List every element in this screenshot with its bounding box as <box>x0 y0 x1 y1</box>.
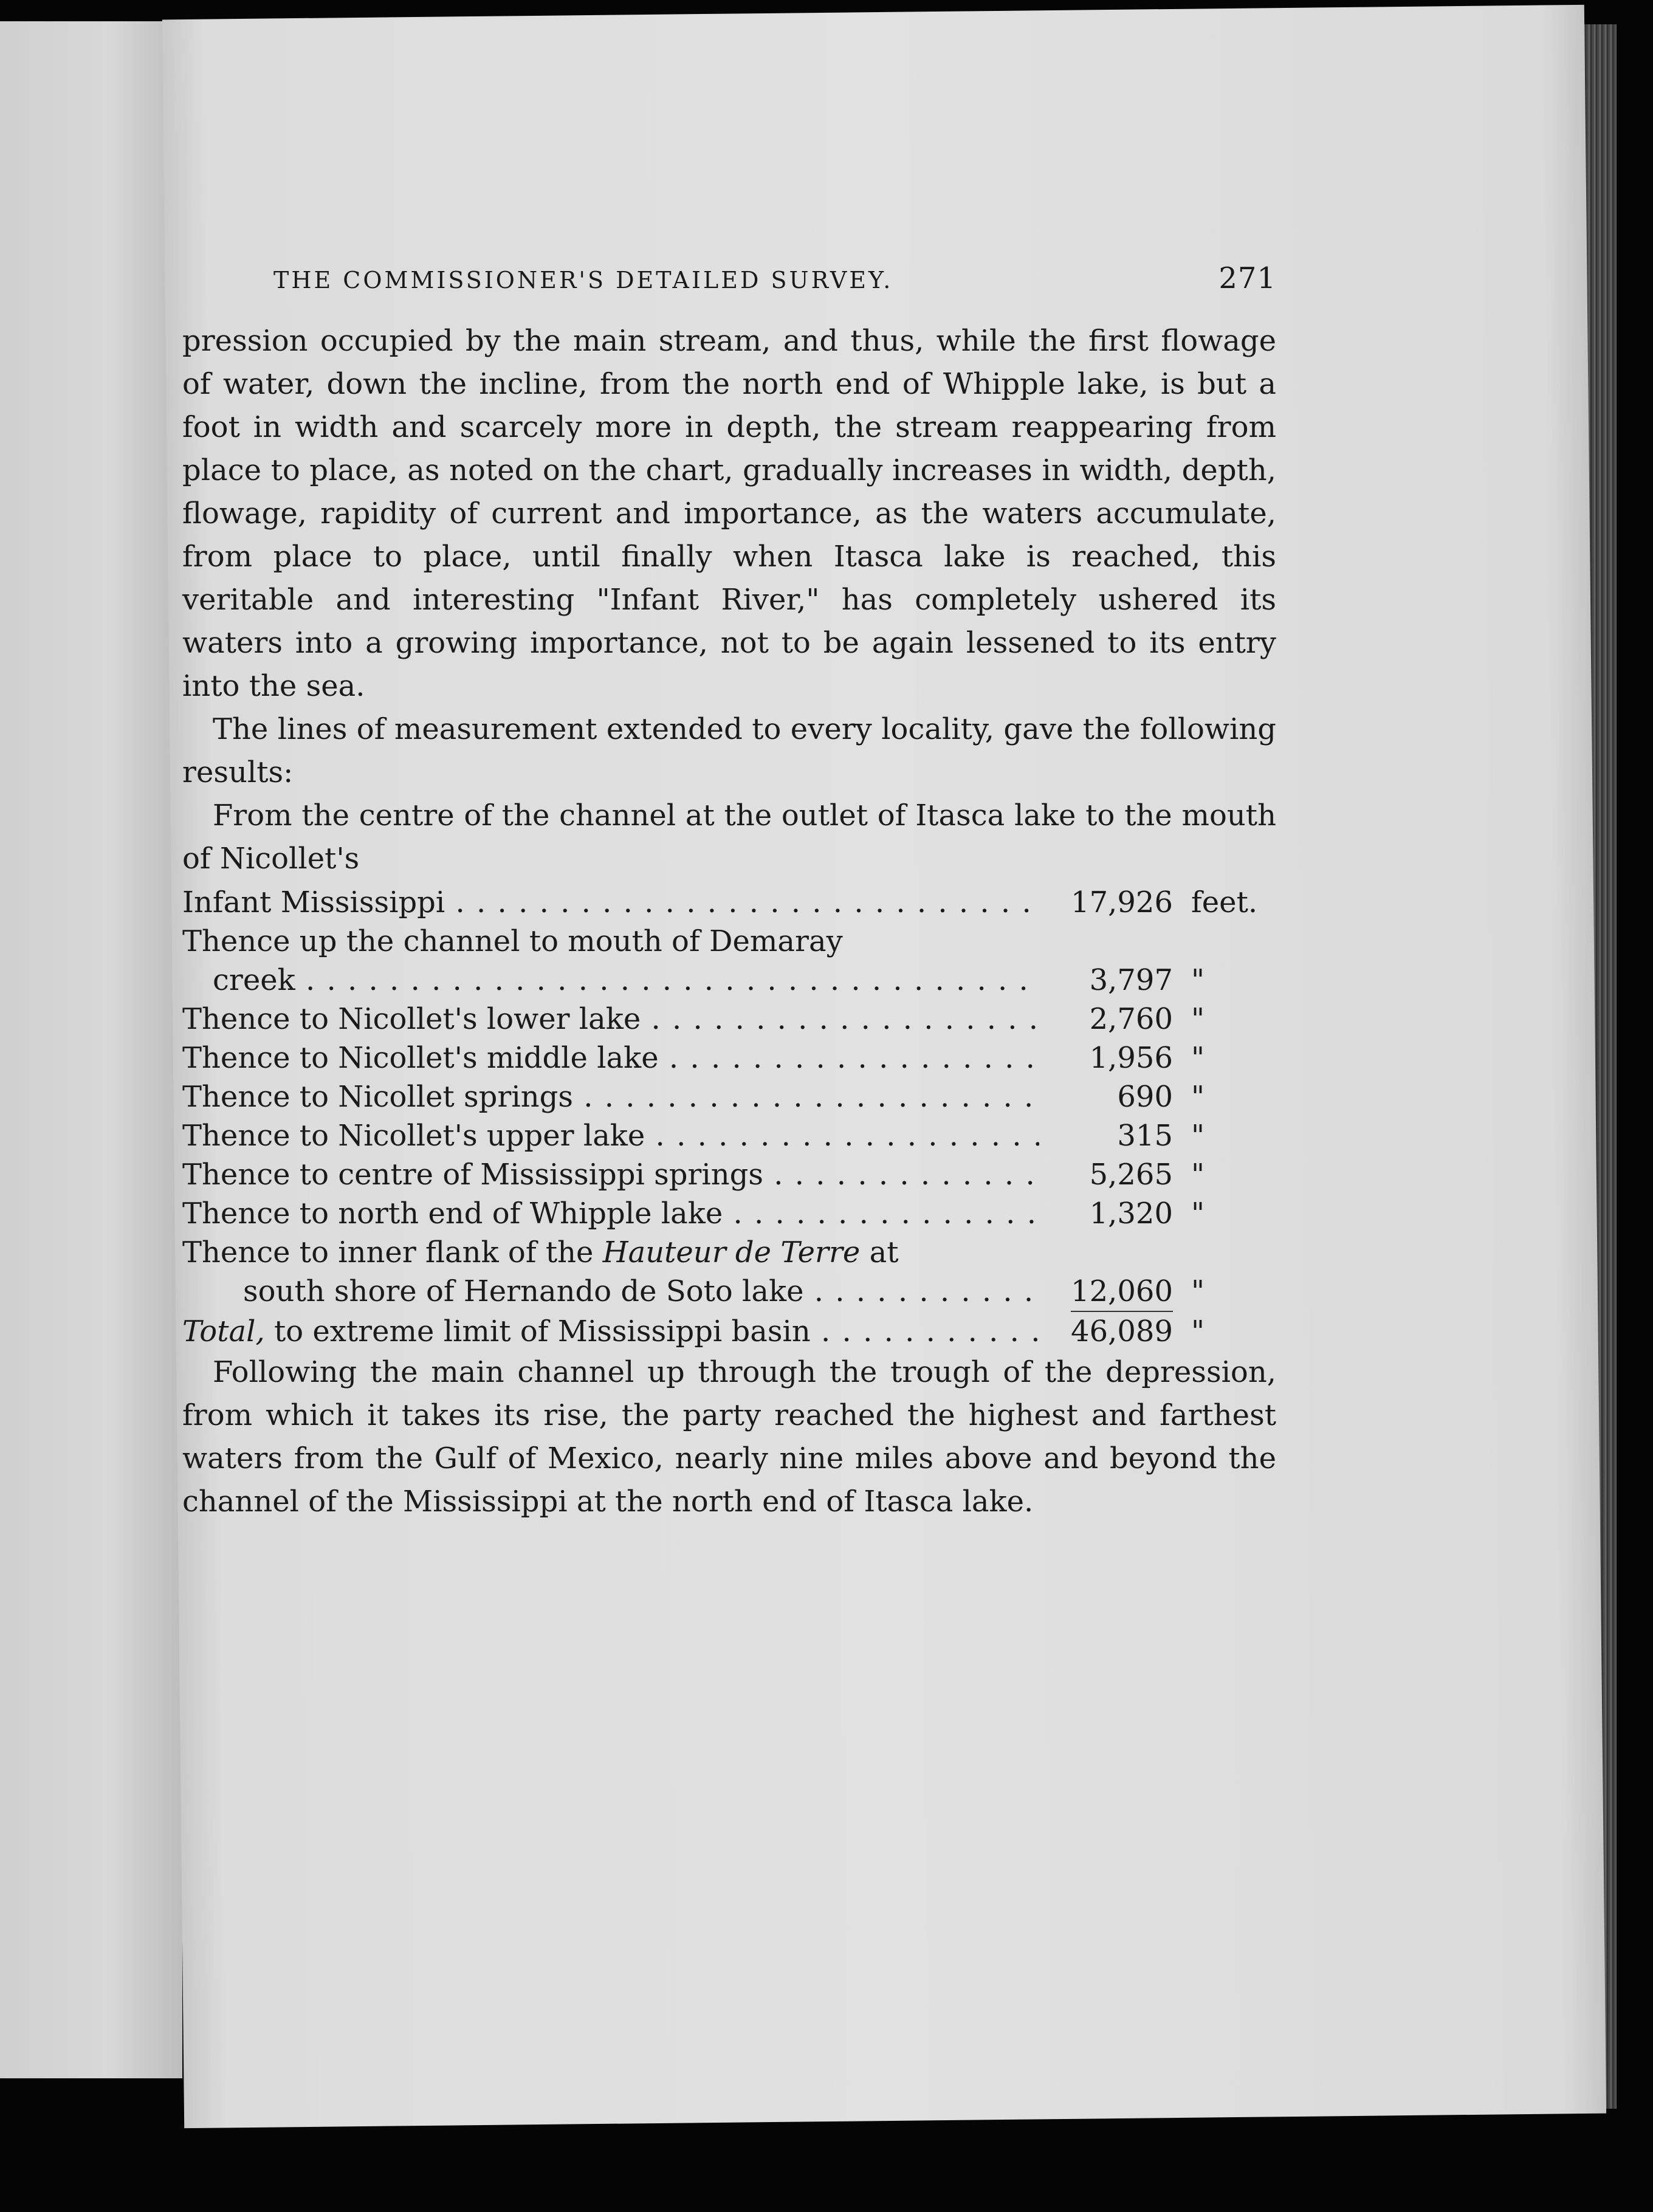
row-value: 17,926 <box>1071 885 1173 919</box>
row-label: Thence to Nicollet's middle lake . . . <box>182 1039 1039 1077</box>
row-unit: feet. <box>1191 885 1258 919</box>
table-row <box>182 922 1276 961</box>
table-row <box>182 961 1276 1000</box>
row-unit: " <box>1191 1080 1205 1114</box>
total-value: 46,089 <box>1071 1311 1173 1351</box>
table-row <box>182 1233 1276 1272</box>
row-label: Thence to Nicollet springs . . . <box>182 1077 1039 1116</box>
row-value: 12,060 <box>1071 1274 1173 1308</box>
measurement-table <box>182 883 1276 1351</box>
row-unit: " <box>1191 1041 1205 1075</box>
row-value: 5,265 <box>1089 1158 1173 1192</box>
row-label: Thence to north end of Whipple lake . . . <box>182 1194 1039 1233</box>
row-value: 690 <box>1117 1080 1173 1114</box>
page-content <box>182 261 1276 1523</box>
row-unit: " <box>1191 963 1205 997</box>
row-value: 1,320 <box>1089 1197 1173 1231</box>
row-unit: " <box>1191 1197 1205 1231</box>
page-number: 271 <box>1218 261 1276 295</box>
running-head <box>182 261 1276 295</box>
table-row <box>182 1077 1276 1116</box>
row-value: 315 <box>1117 1119 1173 1153</box>
row-label: south shore of Hernando de Soto lake . . . <box>182 1272 1039 1311</box>
total-label-italic: Total, <box>182 1314 265 1348</box>
table-row <box>182 1039 1276 1077</box>
paragraph-2: The lines of measurement extended to every locality, gave the following results: <box>182 712 1276 789</box>
total-label-rest: to extreme limit of Mississippi basin <box>264 1314 811 1348</box>
table-row <box>182 1000 1276 1039</box>
total-row <box>182 1311 1276 1351</box>
row-value: 3,797 <box>1089 963 1173 997</box>
table-row <box>182 1155 1276 1194</box>
table-row <box>182 1194 1276 1233</box>
row-value: 1,956 <box>1089 1041 1173 1075</box>
total-unit: " <box>1191 1314 1205 1348</box>
row-label: creek . . . <box>182 961 1039 1000</box>
row-label-line1-italic: Hauteur de Terre <box>602 1235 861 1269</box>
row-label-line1-pre: Thence to inner flank of the <box>182 1235 603 1269</box>
total-value-cell <box>1039 1311 1173 1351</box>
paragraph-3: From the centre of the channel at the outlet of Itasca lake to the mouth of Nicollet's <box>182 799 1276 876</box>
table-row <box>182 1116 1276 1155</box>
row-label: Thence to Nicollet's lower lake . . . <box>182 1000 1039 1039</box>
table-row <box>182 1272 1276 1311</box>
running-head-title: THE COMMISSIONER'S DETAILED SURVEY. <box>273 267 893 294</box>
row-label-line1-post: at <box>860 1235 899 1269</box>
row-unit: " <box>1191 1158 1205 1192</box>
row-label: Infant Mississippi . . . <box>182 883 1039 922</box>
row-unit: " <box>1191 1002 1205 1036</box>
total-label <box>182 1312 1039 1351</box>
row-label-line1 <box>182 1233 1276 1272</box>
left-page-edge <box>0 21 182 2078</box>
row-label: Thence to centre of Mississippi springs . . . <box>182 1155 1039 1194</box>
table-row <box>182 883 1276 922</box>
row-label: Thence to Nicollet's upper lake . . . <box>182 1116 1039 1155</box>
row-unit: " <box>1191 1274 1205 1308</box>
row-unit: " <box>1191 1119 1205 1153</box>
row-label-line1: Thence up the channel to mouth of Demaray <box>182 924 843 958</box>
row-value: 2,760 <box>1089 1002 1173 1036</box>
paragraph-final: Following the main channel up through the trough of the depression, from which it takes its rise, the party reached the highest and farthest waters from the Gulf of Mexico, nearly nine miles above and beyond the channel of the Mississippi at the north end of Itasca lake. <box>182 1355 1276 1519</box>
paragraph-1: pression occupied by the main stream, and thus, while the first flowage of water, down the incline, from the north end of Whipple lake, is but a foot in width and scarcely more in depth, the stream reappearing from place to place, as noted on the chart, gradually increases in width, depth, flowage, rapidity of current and importance, as the waters accumulate, from place to place, until finally when Itasca lake is reached, this veritable and interesting "Infant River," has completely ushered its waters into a growing importance, not to be again lessened to its entry into the sea. <box>182 324 1276 703</box>
